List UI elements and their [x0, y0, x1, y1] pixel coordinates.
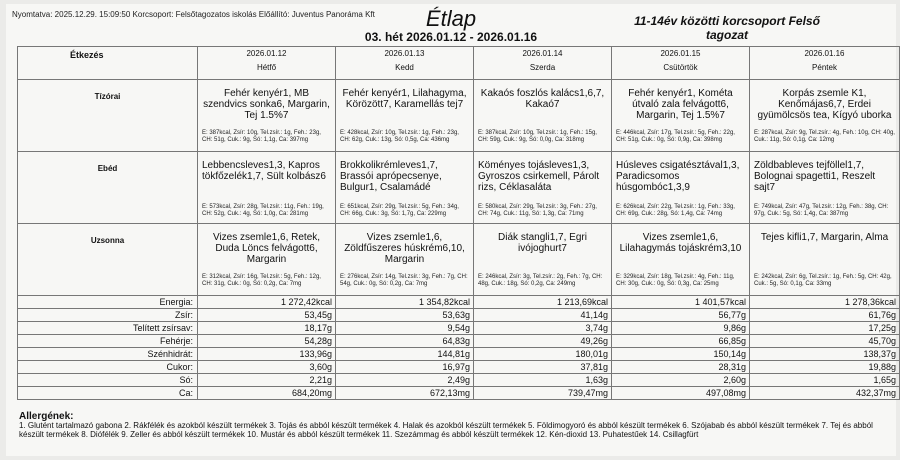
day-name: Csütörtök	[663, 63, 698, 72]
summary-value: 138,37g	[750, 348, 900, 361]
summary-value: 37,81g	[474, 361, 612, 374]
nutrition-text: E: 312kcal, Zsír: 16g, Tel.zsír.: 5g, Feh.: 12g, CH: 31g, Cuk.: 0g, Só: 0,2g, Ca: 7mg	[202, 274, 321, 287]
nutrition-text: E: 387kcal, Zsír: 10g, Tel.zsír.: 1g, Feh.: 15g, CH: 59g, Cuk.: 9g, Só: 0,0g, Ca: 318mg	[478, 130, 597, 143]
summary-row-feherje	[18, 335, 900, 348]
day-date: 2026.01.12	[246, 49, 287, 58]
meal-column-header: Étkezés	[18, 47, 198, 80]
summary-value: 1,63g	[474, 374, 612, 387]
meal-cell	[474, 152, 612, 224]
age-group: 11-14év közötti korcsoport Felső tagozat	[634, 14, 820, 42]
meal-label: Ebéd	[18, 152, 198, 224]
summary-value: 2,49g	[336, 374, 474, 387]
food-text: Vizes zsemle1,6, Lilahagymás tojáskrém3,10	[619, 232, 742, 254]
day-header	[474, 47, 612, 80]
nutrition-text: E: 329kcal, Zsír: 18g, Tel.zsír.: 4g, Feh.: 11g, CH: 30g, Cuk.: 0g, Só: 0,3g, Ca: 25mg	[616, 274, 735, 287]
nutrition-text: E: 626kcal, Zsír: 22g, Tel.zsír.: 1g, Feh.: 33g, CH: 69g, Cuk.: 28g, Só: 1,4g, Ca: 74mg	[616, 204, 735, 217]
meal-cell	[474, 80, 612, 152]
summary-value: 19,88g	[750, 361, 900, 374]
summary-value: 150,14g	[612, 348, 750, 361]
summary-value: 9,54g	[336, 322, 474, 335]
meal-cell	[336, 80, 474, 152]
summary-row-zsir	[18, 309, 900, 322]
summary-value: 1 354,82kcal	[336, 296, 474, 309]
food-text: Kakaós foszlós kalács1,6,7, Kakaó7	[480, 88, 605, 110]
meal-label: Tízórai	[18, 80, 198, 152]
summary-value: 684,20mg	[198, 387, 336, 400]
nutrition-text: E: 246kcal, Zsír: 3g, Tel.zsír.: 2g, Feh.: 7g, CH: 48g, Cuk.: 18g, Só: 0,2g, Ca: 249mg	[478, 274, 603, 287]
food-text: Vizes zsemle1,6, Retek, Duda Löncs felvágott6, Margarin	[212, 232, 321, 265]
summary-value: 497,08mg	[612, 387, 750, 400]
nutrition-text: E: 428kcal, Zsír: 10g, Tel.zsír.: 1g, Feh.: 23g, CH: 62g, Cuk.: 13g, Só: 0,5g, Ca: 436mg	[340, 130, 459, 143]
food-text: Diák stangli1,7, Egri ivójoghurt7	[498, 232, 587, 254]
food-text: Tejes kifli1,7, Margarin, Alma	[760, 232, 889, 243]
day-header	[336, 47, 474, 80]
summary-value: 2,60g	[612, 374, 750, 387]
menu-page	[6, 4, 896, 456]
summary-value: 61,76g	[750, 309, 900, 322]
nutrition-text: E: 387kcal, Zsír: 10g, Tel.zsír.: 1g, Feh.: 23g, CH: 51g, Cuk.: 9g, Só: 1,1g, Ca: 397mg	[202, 130, 321, 143]
summary-label: Fehérje:	[18, 335, 198, 348]
day-name: Péntek	[812, 63, 837, 72]
food-text: Fehér kenyér1, Kométa útvaló zala felvágott6, Margarin, Tej 1.5%7	[628, 88, 733, 121]
allergen-legend	[19, 412, 899, 439]
summary-value: 64,83g	[336, 335, 474, 348]
summary-value: 49,26g	[474, 335, 612, 348]
summary-value: 672,13mg	[336, 387, 474, 400]
day-name: Kedd	[395, 63, 414, 72]
summary-value: 144,81g	[336, 348, 474, 361]
summary-label: Telített zsírsav:	[18, 322, 198, 335]
summary-label: Ca:	[18, 387, 198, 400]
day-header	[612, 47, 750, 80]
summary-row-so	[18, 374, 900, 387]
summary-row-ca	[18, 387, 900, 400]
meal-cell	[198, 152, 336, 224]
nutrition-text: E: 573kcal, Zsír: 28g, Tel.zsír.: 11g, Feh.: 19g, CH: 52g, Cuk.: 4g, Só: 1,0g, Ca: 281mg	[202, 204, 324, 217]
food-text: Fehér kenyér1, Lilahagyma, Körözött7, Karamellás tej7	[342, 88, 467, 110]
summary-value: 53,45g	[198, 309, 336, 322]
summary-label: Só:	[18, 374, 198, 387]
meal-row-ebed	[18, 152, 900, 224]
meal-cell	[612, 80, 750, 152]
summary-value: 1 213,69kcal	[474, 296, 612, 309]
day-date: 2026.01.16	[804, 49, 845, 58]
summary-value: 1 278,36kcal	[750, 296, 900, 309]
meal-cell	[336, 224, 474, 296]
nutrition-text: E: 446kcal, Zsír: 17g, Tel.zsír.: 5g, Feh.: 22g, CH: 51g, Cuk.: 0g, Só: 0,9g, Ca: 398mg	[616, 130, 735, 143]
summary-value: 432,37mg	[750, 387, 900, 400]
summary-label: Szénhidrát:	[18, 348, 198, 361]
summary-value: 1,65g	[750, 374, 900, 387]
meal-cell	[198, 80, 336, 152]
meal-cell	[474, 224, 612, 296]
day-date: 2026.01.13	[384, 49, 425, 58]
nutrition-text: E: 287kcal, Zsír: 9g, Tel.zsír.: 4g, Feh.: 10g, CH: 40g, Cuk.: 11g, Só: 0,1g, Ca: 12mg	[754, 130, 895, 143]
meal-row-uzsonna	[18, 224, 900, 296]
meal-cell	[612, 224, 750, 296]
food-text: Vizes zsemle1,6, Zöldfűszeres húskrém6,10, Margarin	[344, 232, 465, 265]
summary-value: 28,31g	[612, 361, 750, 374]
meal-cell	[336, 152, 474, 224]
meal-cell	[198, 224, 336, 296]
summary-value: 3,60g	[198, 361, 336, 374]
summary-value: 66,85g	[612, 335, 750, 348]
meal-cell	[750, 80, 900, 152]
summary-label: Energia:	[18, 296, 198, 309]
day-name: Szerda	[529, 63, 556, 72]
summary-value: 133,96g	[198, 348, 336, 361]
week-range: 03. hét 2026.01.12 - 2026.01.16	[364, 30, 538, 44]
food-text: Lebbencsleves1,3, Kapros tökfőzelék1,7, Sült kolbász6	[202, 160, 326, 182]
nutrition-text: E: 580kcal, Zsír: 29g, Tel.zsír.: 3g, Feh.: 27g, CH: 74g, Cuk.: 11g, Só: 1,3g, Ca: 71mg	[478, 204, 597, 217]
summary-value: 3,74g	[474, 322, 612, 335]
header-row	[18, 47, 900, 80]
summary-value: 17,25g	[750, 322, 900, 335]
day-name: Hétfő	[256, 63, 277, 72]
summary-row-szenhidrat	[18, 348, 900, 361]
nutrition-text: E: 276kcal, Zsír: 14g, Tel.zsír.: 3g, Feh.: 7g, CH: 54g, Cuk.: 0g, Só: 0,2g, Ca: 7mg	[340, 274, 468, 287]
day-header	[750, 47, 900, 80]
summary-value: 56,77g	[612, 309, 750, 322]
page-title: Étlap	[425, 6, 477, 31]
allergen-text: 1. Glutént tartalmazó gabona 2. Rákfélék és azokból készült termékek 3. Tojás és abból készült termékek 4. Halak és azokból készült termékek 5. Földimogyoró és abból készült termékek 6. Szójabab és abból készült termékek 7. Tej és abból készült termékek 8. Diófélék 9. Zeller és abból készült termékek 10. Mustár és abból készült termékek 11. Szezámmag és abból készült termékek 12. Kén-dioxid 13. Puhatestűek 14. Csillagfürt	[19, 421, 873, 439]
day-header	[198, 47, 336, 80]
food-text: Köményes tojásleves1,3, Gyroszos csirkemell, Párolt rizs, Céklasaláta	[478, 160, 600, 193]
summary-value: 18,17g	[198, 322, 336, 335]
food-text: Brokkolikrémleves1,7, Brassói aprópecsenye, Bulgur1, Csalamádé	[340, 160, 442, 193]
nutrition-text: E: 749kcal, Zsír: 47g, Tel.zsír.: 12g, Feh.: 38g, CH: 97g, Cuk.: 5g, Só: 1,4g, Ca: 387mg	[754, 204, 889, 217]
food-text: Zöldbableves tejföllel1,7, Bolognai spagetti1, Reszelt sajt7	[754, 160, 876, 193]
summary-value: 1 401,57kcal	[612, 296, 750, 309]
summary-label: Zsír:	[18, 309, 198, 322]
menu-table	[17, 46, 900, 400]
summary-value: 180,01g	[474, 348, 612, 361]
print-info: Nyomtatva: 2025.12.29. 15:09:50 Korcsoport: Felsőtagozatos iskolás Előállító: Juventus Panoráma Kft	[12, 10, 375, 19]
summary-row-telitett	[18, 322, 900, 335]
meal-cell	[612, 152, 750, 224]
meal-row-tizorai	[18, 80, 900, 152]
summary-value: 16,97g	[336, 361, 474, 374]
nutrition-text: E: 651kcal, Zsír: 29g, Tel.zsír.: 5g, Feh.: 34g, CH: 66g, Cuk.: 3g, Só: 1,7g, Ca: 229mg	[340, 204, 459, 217]
summary-value: 2,21g	[198, 374, 336, 387]
summary-label: Cukor:	[18, 361, 198, 374]
day-date: 2026.01.15	[660, 49, 701, 58]
summary-value: 739,47mg	[474, 387, 612, 400]
summary-row-cukor	[18, 361, 900, 374]
food-text: Fehér kenyér1, MB szendvics sonka6, Margarin, Tej 1.5%7	[203, 88, 330, 121]
nutrition-text: E: 242kcal, Zsír: 6g, Tel.zsír.: 1g, Feh.: 5g, CH: 42g, Cuk.: 5g, Só: 0,1g, Ca: 33mg	[754, 274, 892, 287]
day-date: 2026.01.14	[522, 49, 563, 58]
allergen-title: Allergének:	[19, 411, 74, 422]
summary-value: 54,28g	[198, 335, 336, 348]
meal-cell	[750, 224, 900, 296]
summary-value: 9,86g	[612, 322, 750, 335]
summary-row-energia	[18, 296, 900, 309]
meal-label: Uzsonna	[18, 224, 198, 296]
summary-value: 53,63g	[336, 309, 474, 322]
summary-value: 1 272,42kcal	[198, 296, 336, 309]
summary-value: 45,70g	[750, 335, 900, 348]
meal-cell	[750, 152, 900, 224]
food-text: Korpás zsemle K1, Kenőmájas6,7, Erdei gyümölcsös tea, Kígyó uborka	[757, 88, 892, 121]
food-text: Húsleves csigatésztával1,3, Paradicsomos húsgombóc1,3,9	[616, 160, 740, 193]
summary-value: 41,14g	[474, 309, 612, 322]
